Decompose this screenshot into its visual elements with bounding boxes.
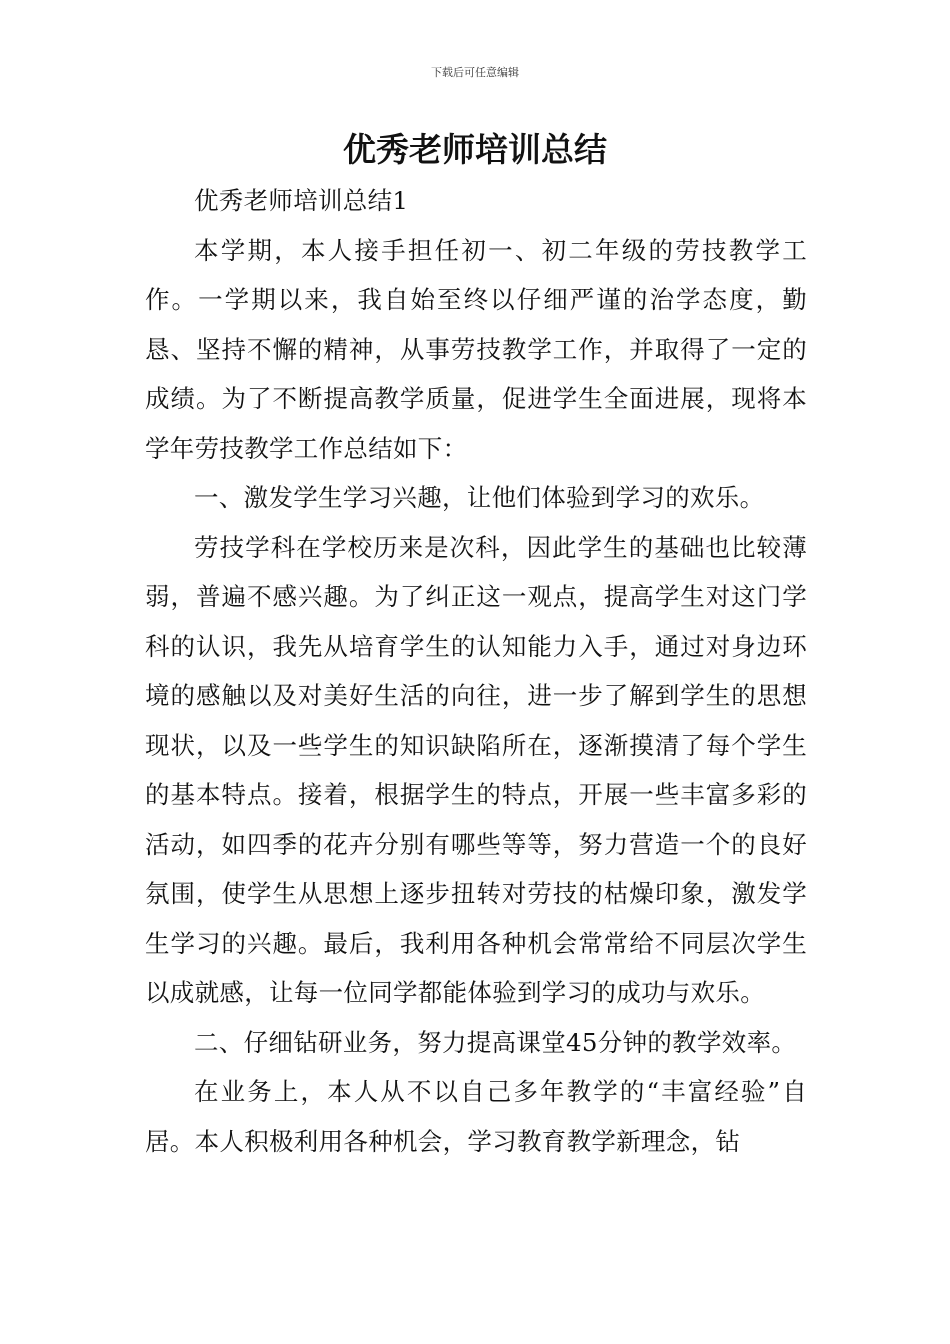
header-note: 下载后可任意编辑 — [431, 66, 519, 79]
body-paragraph: 劳技学科在学校历来是次科，因此学生的基础也比较薄弱，普遍不感兴趣。为了纠正这一观点，提高学生对这门学科的认识，我先从培育学生的认知能力入手，通过对身边环境的感触以及对美好生活的向往，进一步了解到学生的思想现状，以及一些学生的知识缺陷所在，逐渐摸清了每个学生的基本特点。接着，根据学生的特点，开展一些丰富多彩的活动，如四季的花卉分别有哪些等等，努力营造一个的良好氛围，使学生从思想上逐步扭转对劳技的枯燥印象，激发学生学习的兴趣。最后，我利用各种机会常常给不同层次学生以成就感，让每一位同学都能体验到学习的成功与欢乐。 — [145, 532, 807, 1007]
section-heading: 二、仔细钻研业务，努力提高课堂45分钟的教学效率。 — [194, 1027, 797, 1057]
subtitle-paragraph: 优秀老师培训总结1 — [194, 186, 409, 215]
document-body — [145, 176, 807, 1166]
body-paragraph: 在业务上，本人从不以自己多年教学的“丰富经验”自居。本人积极利用各种机会，学习教育教学新理念，钻 — [145, 1077, 807, 1156]
section-heading: 一、激发学生学习兴趣，让他们体验到学习的欢乐。 — [194, 483, 765, 512]
document-title: 优秀老师培训总结 — [343, 130, 607, 169]
body-paragraph: 本学期，本人接手担任初一、初二年级的劳技教学工作。一学期以来，我自始至终以仔细严谨的治学态度，勤恳、坚持不懈的精神，从事劳技教学工作，并取得了一定的成绩。为了不断提高教学质量，促进学生全面进展，现将本学年劳技教学工作总结如下： — [145, 235, 807, 463]
